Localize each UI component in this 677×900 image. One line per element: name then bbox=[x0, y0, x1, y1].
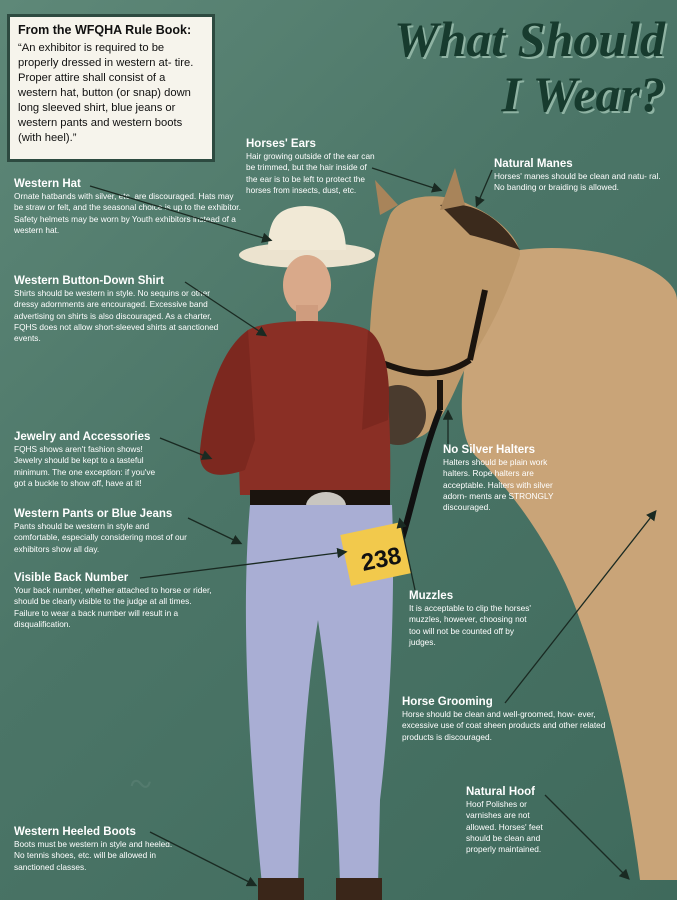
caption-text: Hair growing outside of the ear can be trimmed, but the hair inside of the ear is to be left to protect the horses from insects, dust, etc. bbox=[246, 151, 375, 195]
caption-heading: Western Button-Down Shirt bbox=[14, 275, 164, 287]
rulebook-quote: “An exhibitor is required to be properly dressed in western at- tire. Proper attire shall consist of a western hat, button (or snap) down long sleeved shirt, blue jeans or western pants and western boots (with heel).” bbox=[18, 42, 194, 144]
caption-muzzles bbox=[409, 590, 539, 648]
back-number-tag-text: 238 bbox=[358, 542, 404, 577]
background-ghost-text: ~ bbox=[126, 759, 155, 808]
caption-shirt bbox=[14, 275, 226, 344]
caption-text: Horse should be clean and well-groomed, how- ever, excessive use of coat sheen products and other related products is discouraged. bbox=[402, 709, 606, 742]
caption-text: Hoof Polishes or varnishes are not allowed. Horses' feet should be clean and properly maintained. bbox=[466, 799, 543, 855]
caption-text: Shirts should be western in style. No sequins or other dressy adornments are encouraged. Excessive band advertising on shirts is also discouraged. As a charter, FQHS does not allow short-sleeved shirts at sanctioned events. bbox=[14, 288, 219, 344]
caption-natural-hoof bbox=[466, 786, 556, 855]
caption-heading: Horse Grooming bbox=[402, 696, 493, 708]
caption-heading: Western Heeled Boots bbox=[14, 826, 136, 838]
caption-back-number bbox=[14, 572, 214, 630]
caption-heading: Western Pants or Blue Jeans bbox=[14, 508, 173, 520]
caption-text: It is acceptable to clip the horses' muzzles, however, choosing not too will not be counted off by judges. bbox=[409, 603, 531, 647]
caption-text: FQHS shows aren't fashion shows! Jewelry should be kept to a tasteful minimum. The one exception: if you've got a buckle to show off, have at it! bbox=[14, 444, 156, 488]
rider-hat-crown bbox=[268, 206, 346, 250]
page-title bbox=[394, 12, 665, 122]
caption-heading: Visible Back Number bbox=[14, 572, 129, 584]
caption-text: Horses' manes should be clean and natu- ral. No banding or braiding is allowed. bbox=[494, 171, 661, 193]
rider-sleeve-left bbox=[200, 330, 255, 475]
caption-text: Halters should be plain work halters. Rope halters are acceptable. Halters with silver adorn- ments are STRONGLY discouraged. bbox=[443, 457, 554, 513]
caption-heading: Natural Manes bbox=[494, 158, 573, 170]
caption-jewelry bbox=[14, 431, 164, 489]
caption-western-hat bbox=[14, 178, 244, 236]
caption-no-silver-halters bbox=[443, 444, 563, 513]
rider-boot-left bbox=[258, 878, 304, 900]
caption-text: Your back number, whether attached to horse or rider, should be clearly visible to the judge at all times. Failure to wear a back number will result in a disqualification. bbox=[14, 585, 212, 629]
rulebook-heading: From the WFQHA Rule Book: bbox=[18, 23, 192, 37]
caption-boots bbox=[14, 826, 179, 873]
rider-boot-right bbox=[336, 878, 382, 900]
caption-heading: Natural Hoof bbox=[466, 786, 535, 798]
caption-text: Pants should be western in style and comfortable, especially considering most of our exhibitors show all day. bbox=[14, 521, 187, 554]
caption-heading: No Silver Halters bbox=[443, 444, 536, 456]
caption-text: Boots must be western in style and heeled. No tennis shoes, etc. will be allowed in sanctioned classes. bbox=[14, 839, 173, 872]
caption-natural-manes bbox=[494, 158, 669, 194]
page-title-line1: What Should bbox=[394, 11, 665, 67]
caption-heading: Western Hat bbox=[14, 178, 81, 190]
caption-heading: Jewelry and Accessories bbox=[14, 431, 151, 443]
page-title-line2: I Wear? bbox=[501, 66, 665, 122]
horse-ear-right bbox=[440, 168, 465, 210]
caption-grooming bbox=[402, 696, 607, 743]
caption-heading: Muzzles bbox=[409, 590, 454, 602]
caption-pants bbox=[14, 508, 192, 555]
caption-text: Ornate hatbands with silver, etc. are discouraged. Hats may be straw or felt, and the seasonal choice is up to the exhibitor. Safety helmets may be worn by Youth exhibitors instead of a western hat. bbox=[14, 191, 241, 235]
caption-horses-ears bbox=[246, 138, 378, 196]
rulebook-box bbox=[7, 14, 215, 162]
caption-heading: Horses' Ears bbox=[246, 138, 316, 150]
